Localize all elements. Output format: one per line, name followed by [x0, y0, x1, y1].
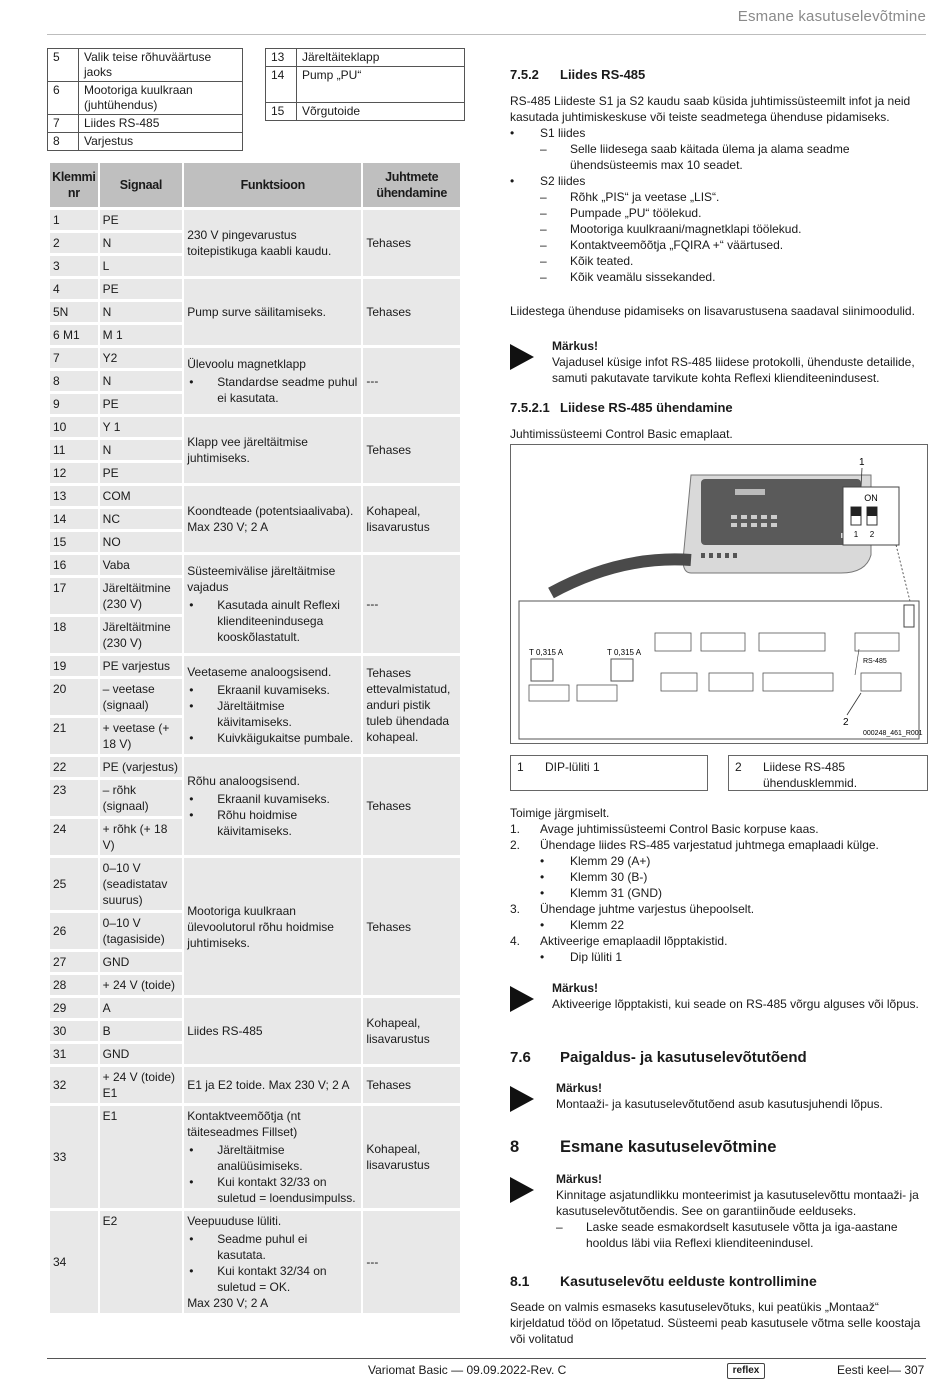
cell-function: 230 V pingevarustus toitepistikuga kaabli kaudu.: [184, 210, 361, 276]
cell-signal: B: [100, 1021, 183, 1041]
step-text: Aktiveerige emaplaadil lõpptakistid.: [540, 934, 728, 948]
table-row: [50, 348, 460, 368]
list-item: • Klemm 31 (GND): [510, 885, 926, 901]
bullet-list: [510, 125, 926, 285]
paragraph: Liidestega ühenduse pidamiseks on lisavarustusena saadaval siinimoodulid.: [510, 304, 915, 318]
display-screen: [735, 489, 765, 495]
cell-signal: + rõhk (+ 18 V): [100, 819, 183, 855]
col-header-function: Funktsioon: [184, 163, 361, 207]
table-row: [50, 279, 460, 299]
function-bullets: [187, 597, 358, 645]
cell-signal: Vaba: [100, 555, 183, 575]
display-panel: [701, 479, 861, 545]
legend-text: Võrgutoide: [297, 103, 465, 121]
legend-text: Mootoriga kuulkraan (juhtühendus): [79, 82, 243, 115]
legend-text: Liides RS-485: [79, 115, 243, 133]
bullet-item: • Rõhu hoidmise käivitamiseks.: [187, 807, 358, 839]
callout-2-label: 2: [843, 717, 849, 728]
paragraph: Seade on valmis esmaseks kasutuselevõtuks, kui peatükis „Montaaž“ kirjeldatud tööd on lõpetatud. Süsteemi peab kasutusele võtma selle koostaja või volitatud: [510, 1300, 921, 1346]
cell-connection: Tehases ettevalmistatud, anduri pistik tuleb ühendada kohapeal.: [363, 656, 460, 754]
list-item: • Klemm 30 (B-): [510, 869, 926, 885]
legend-row: [266, 103, 465, 121]
note-title: Märkus!: [552, 339, 599, 353]
function-text: Kontaktveemõõtja (nt täiteseadmes Fillset): [187, 1109, 301, 1139]
legend-text: Järeltäiteklapp: [297, 49, 465, 67]
col-header-nr: Klemmi nr: [50, 163, 98, 207]
function-text: Veepuuduse lüliti.: [187, 1214, 282, 1228]
cell-connection: ---: [363, 555, 460, 653]
legend-num: 15: [266, 103, 297, 121]
cell-signal: PE: [100, 463, 183, 483]
bullet-item: • Ekraanil kuvamiseks.: [187, 791, 358, 807]
cell-function: [184, 757, 361, 855]
reflex-logo: reflex: [727, 1363, 765, 1379]
list-item: [510, 125, 926, 173]
cell-signal: PE varjestus: [100, 656, 183, 676]
dip-2-label: 2: [869, 530, 875, 539]
cell-nr: 13: [50, 486, 98, 506]
table-header-row: [50, 163, 460, 207]
note-arrow-icon: [510, 1086, 534, 1112]
cell-connection: Tehases: [363, 279, 460, 345]
heading-title: Liidese RS-485 ühendamine: [560, 400, 733, 415]
list-item: • Klemm 29 (A+): [510, 853, 926, 869]
legend-row: [266, 67, 465, 103]
cell-nr: 30: [50, 1021, 98, 1041]
cell-function: Pump surve säilitamiseks.: [184, 279, 361, 345]
legend-num: 14: [266, 67, 297, 103]
step-number: 1.: [510, 822, 521, 836]
cell-signal: + veetase (+ 18 V): [100, 718, 183, 754]
legend-num: 8: [48, 133, 79, 151]
footer-divider: [47, 1358, 926, 1359]
step-number: 3.: [510, 902, 521, 916]
section-heading: [510, 1273, 926, 1289]
section-7-5-2-1: [510, 400, 926, 442]
cell-function: [184, 555, 361, 653]
cell-nr: 34: [50, 1211, 98, 1313]
function-bullets: [187, 682, 358, 746]
legend-table-left: [47, 48, 243, 151]
table-row: [50, 417, 460, 437]
cell-signal: COM: [100, 486, 183, 506]
cell-nr: 20: [50, 679, 98, 715]
heading-number: 7.5.2.1: [510, 400, 550, 415]
cable: [551, 559, 691, 593]
list-item: • Dip lüliti 1: [510, 949, 926, 965]
dip-switch-2-lever: [867, 507, 877, 516]
note-text: Vajadusel küsige infot RS-485 liidese protokolli, ühenduste detailide, samuti pakutavate tarvikute kohta Reflexi klienditeenindusest.: [552, 355, 915, 385]
section-heading: [510, 67, 926, 83]
table-row: [50, 486, 460, 506]
step-item: [510, 837, 926, 901]
heading-number: 8: [510, 1138, 520, 1156]
steps-list: [510, 821, 926, 965]
heading-title: Kasutuselevõtu eelduste kontrollimine: [560, 1273, 817, 1289]
table-row: [50, 757, 460, 777]
cell-nr: 23: [50, 780, 98, 816]
cell-connection: Kohapeal, lisavarustus: [363, 486, 460, 552]
table-row: [50, 555, 460, 575]
control-board-diagram: [511, 445, 927, 743]
bullet-item: • Seadme puhul ei kasutata.: [187, 1231, 358, 1263]
legend-num: 7: [48, 115, 79, 133]
cell-function: [184, 656, 361, 754]
function-text: Süsteemivälise järeltäitmise vajadus: [187, 564, 336, 594]
heading-number: 8.1: [510, 1273, 530, 1289]
list-item: [510, 173, 926, 285]
fuse-1: [531, 659, 553, 681]
cell-nr: 22: [50, 757, 98, 777]
cell-signal: N: [100, 371, 183, 391]
steps-block: [510, 805, 926, 965]
table-row: [50, 1106, 460, 1208]
callout-1-label: 1: [859, 457, 865, 468]
cell-nr: 1: [50, 210, 98, 230]
cell-nr: 31: [50, 1044, 98, 1064]
cell-signal: NC: [100, 509, 183, 529]
function-bullets: [187, 374, 358, 406]
note-title: Märkus!: [552, 981, 599, 995]
cell-connection: Tehases: [363, 1067, 460, 1103]
cell-signal: PE: [100, 279, 183, 299]
legend-row: [48, 49, 243, 82]
legend-text: Varjestus: [79, 133, 243, 151]
function-text: Rõhu analoogsisend.: [187, 774, 300, 788]
section-7-5-2: [510, 67, 926, 319]
cell-nr: 3: [50, 256, 98, 276]
sub-list: [510, 853, 926, 901]
cell-nr: 14: [50, 509, 98, 529]
dip-1-label: 1: [853, 530, 859, 539]
paragraph: RS-485 Liideste S1 ja S2 kaudu saab küsida juhtimissüsteemilt infot ja neid kasutada juhtimiskeskuse või teiste seadmetega ühenduse pidamiseks.: [510, 94, 911, 124]
caption-text: DIP-lüliti 1: [545, 760, 600, 774]
bullet-item: • Kui kontakt 32/33 on suletud = loendusimpulss.: [187, 1174, 358, 1206]
cell-signal: GND: [100, 952, 183, 972]
note-text: Aktiveerige lõpptakisti, kui seade on RS-485 võrgu alguses või lõpus.: [552, 997, 919, 1011]
dip-callout-line: [896, 545, 911, 605]
cell-signal: – rõhk (signaal): [100, 780, 183, 816]
footer-page: — 307: [889, 1363, 925, 1377]
cell-signal: A: [100, 998, 183, 1018]
cell-nr: 28: [50, 975, 98, 995]
section-8-1: [510, 1273, 926, 1347]
cell-nr: 5N: [50, 302, 98, 322]
note-box: [510, 1080, 926, 1112]
step-item: [510, 933, 926, 965]
list-item: • Klemm 22: [510, 917, 926, 933]
heading-title: Paigaldus- ja kasutuselevõtutõend: [560, 1049, 807, 1066]
table-row: [50, 858, 460, 910]
bullet-item: • Standardse seadme puhul ei kasutata.: [187, 374, 358, 406]
list-item: – Kõik teated.: [510, 253, 926, 269]
dash-list: [510, 141, 926, 173]
cell-nr: 29: [50, 998, 98, 1018]
caption-text: Liidese RS-485 ühendusklemmid.: [763, 760, 858, 790]
cell-function: [184, 348, 361, 414]
step-number: 2.: [510, 838, 521, 852]
step-item: [510, 901, 926, 933]
table-row: [50, 1211, 460, 1313]
legend-num: 6: [48, 82, 79, 115]
cell-signal: 0–10 V (tagasiside): [100, 913, 183, 949]
cell-function: [184, 1106, 361, 1208]
table-row: [50, 1067, 460, 1103]
list-item-text: S2 liides: [540, 174, 586, 188]
step-text: Avage juhtimissüsteemi Control Basic korpuse kaas.: [540, 822, 819, 836]
list-item: – Rõhk „PIS“ ja veetase „LIS“.: [510, 189, 926, 205]
cell-signal: PE: [100, 210, 183, 230]
cell-nr: 7: [50, 348, 98, 368]
fuse-2: [611, 659, 633, 681]
heading-number: 7.6: [510, 1049, 531, 1066]
cell-function: [184, 1211, 361, 1313]
header-divider: [47, 34, 926, 35]
list-item: – Mootoriga kuulkraani/magnetklapi töölekud.: [510, 221, 926, 237]
sub-list: [510, 949, 926, 965]
note-title: Märkus!: [556, 1172, 603, 1186]
footer-doc: Variomat Basic — 09.09.2022-Rev. C: [368, 1363, 567, 1377]
legend-text: Valik teise rõhuväärtuse jaoks: [79, 49, 243, 82]
cell-signal: Järeltäitmine (230 V): [100, 617, 183, 653]
cell-function: Mootoriga kuulkraan ülevoolutorul rõhu hoidmise juhtimiseks.: [184, 858, 361, 995]
heading-title: Liides RS-485: [560, 67, 646, 82]
cell-signal: Järeltäitmine (230 V): [100, 578, 183, 614]
heading-number: 7.5.2: [510, 67, 539, 82]
legend-table-right: [265, 48, 465, 121]
cell-nr: 33: [50, 1106, 98, 1208]
function-bullets: [187, 1142, 358, 1206]
cell-signal: + 24 V (toide): [100, 975, 183, 995]
fuse-1-label: T 0,315 A: [529, 648, 564, 657]
cell-nr: 10: [50, 417, 98, 437]
sub-list: [510, 917, 926, 933]
footer-lang: Eesti keel: [837, 1363, 890, 1377]
figure-code: 000248_461_R001: [863, 730, 923, 737]
function-text: Max 230 V; 2 A: [187, 1296, 269, 1310]
cell-connection: Kohapeal, lisavarustus: [363, 1106, 460, 1208]
cell-signal: PE: [100, 394, 183, 414]
fuse-2-label: T 0,315 A: [607, 648, 642, 657]
cell-function: Klapp vee järeltäitmise juhtimiseks.: [184, 417, 361, 483]
note-arrow-icon: [510, 1177, 534, 1203]
list-item: – Kõik veamälu sissekanded.: [510, 269, 926, 285]
note-title: Märkus!: [556, 1081, 603, 1095]
cell-signal: M 1: [100, 325, 183, 345]
cell-signal: N: [100, 233, 183, 253]
legend-row: [48, 82, 243, 115]
cell-signal: Y 1: [100, 417, 183, 437]
step-text: Ühendage juhtme varjestus ühepoolselt.: [540, 902, 755, 916]
cell-connection: Kohapeal, lisavarustus: [363, 998, 460, 1064]
function-text: Ülevoolu magnetklapp: [187, 357, 306, 371]
legend-num: 13: [266, 49, 297, 67]
list-item: – Laske seade esmakordselt kasutusele võtta ja iga-aastane hooldus läbi viia Reflexi klienditeenindusel.: [526, 1219, 926, 1251]
bullet-item: • Järeltäitmise käivitamiseks.: [187, 698, 358, 730]
step-item: [510, 821, 926, 837]
cell-signal: Y2: [100, 348, 183, 368]
section-heading: [510, 400, 926, 416]
cell-signal: E1: [100, 1106, 183, 1208]
cell-connection: Tehases: [363, 417, 460, 483]
caption-num: 1: [517, 760, 524, 774]
step-text: Ühendage liides RS-485 varjestatud juhtmega emaplaadi külge.: [540, 838, 879, 852]
cell-nr: 21: [50, 718, 98, 754]
caption-item-1: [510, 755, 708, 791]
cell-nr: 17: [50, 578, 98, 614]
cell-connection: Tehases: [363, 210, 460, 276]
legend-row: [48, 133, 243, 151]
list-item: – Kontaktveemõõtja „FQIRA +“ väärtused.: [510, 237, 926, 253]
note-arrow-icon: [510, 344, 534, 370]
table-row: [50, 210, 460, 230]
legend-row: [266, 49, 465, 67]
bullet-item: • Järeltäitmise analüüsimiseks.: [187, 1142, 358, 1174]
cell-nr: 9: [50, 394, 98, 414]
list-item-text: S1 liides: [540, 126, 586, 140]
cell-function: E1 ja E2 toide. Max 230 V; 2 A: [184, 1067, 361, 1103]
terminal-table: [48, 160, 462, 1316]
note-box: [510, 338, 926, 386]
cell-signal: 0–10 V (seadistatav suurus): [100, 858, 183, 910]
cell-signal: + 24 V (toide) E1: [100, 1067, 183, 1103]
cell-nr: 6 M1: [50, 325, 98, 345]
cell-nr: 19: [50, 656, 98, 676]
cell-nr: 32: [50, 1067, 98, 1103]
legend-num: 5: [48, 49, 79, 82]
section-heading: [510, 1139, 926, 1155]
cell-signal: E2: [100, 1211, 183, 1313]
cell-signal: GND: [100, 1044, 183, 1064]
cell-function: Liides RS-485: [184, 998, 361, 1064]
dip-switch-1-lever: [851, 507, 861, 516]
table-row: [50, 998, 460, 1018]
bullet-item: • Kui kontakt 32/34 on suletud = OK.: [187, 1263, 358, 1295]
caption-num: 2: [735, 760, 742, 774]
function-bullets: [187, 791, 358, 839]
cell-nr: 26: [50, 913, 98, 949]
cell-signal: L: [100, 256, 183, 276]
section-8: [510, 1139, 926, 1155]
dip-on-label: ON: [864, 493, 878, 503]
note-box: [510, 1171, 926, 1251]
cell-nr: 18: [50, 617, 98, 653]
cell-nr: 12: [50, 463, 98, 483]
dash-list: [526, 1219, 926, 1251]
cell-nr: 4: [50, 279, 98, 299]
caption-item-2: [728, 755, 928, 791]
list-item: – Pumpade „PU“ töölekud.: [510, 205, 926, 221]
cell-signal: N: [100, 302, 183, 322]
cell-connection: ---: [363, 1211, 460, 1313]
dip-on-board: [904, 605, 914, 627]
cell-connection: Tehases: [363, 757, 460, 855]
table-row: [50, 656, 460, 676]
legend-text: Pump „PU“: [297, 67, 465, 103]
heading-title: Esmane kasutuselevõtmine: [560, 1138, 777, 1156]
cell-nr: 25: [50, 858, 98, 910]
cell-signal: PE (varjestus): [100, 757, 183, 777]
list-item: – Selle liidesega saab käitada ülema ja alama seadme ühendsüsteemis max 10 seadet.: [510, 141, 926, 173]
cell-nr: 24: [50, 819, 98, 855]
function-text: Veetaseme analoogsisend.: [187, 665, 332, 679]
cell-connection: ---: [363, 348, 460, 414]
step-number: 4.: [510, 934, 521, 948]
cell-nr: 8: [50, 371, 98, 391]
cell-nr: 27: [50, 952, 98, 972]
paragraph: Juhtimissüsteemi Control Basic emaplaat.: [510, 427, 733, 441]
rs485-label: RS-485: [863, 658, 887, 665]
cell-nr: 15: [50, 532, 98, 552]
col-header-connection: Juhtmete ühendamine: [363, 163, 460, 207]
dash-list: [510, 189, 926, 285]
section-heading: [510, 1050, 926, 1066]
note-text: Montaaži- ja kasutuselevõtutõend asub kasutusjuhendi lõpus.: [556, 1097, 883, 1111]
control-board-figure: [510, 444, 928, 744]
section-7-6: [510, 1050, 926, 1066]
steps-intro: Toimige järgmiselt.: [510, 806, 610, 820]
header-title: Esmane kasutuselevõtmine: [737, 8, 926, 25]
bullet-item: • Kuivkäigukaitse pumbale.: [187, 730, 358, 746]
main-board: [519, 601, 919, 739]
bullet-item: • Kasutada ainult Reflexi klienditeenindusega kooskõlastatult.: [187, 597, 358, 645]
cell-connection: Tehases: [363, 858, 460, 995]
cell-nr: 11: [50, 440, 98, 460]
col-header-signal: Signaal: [100, 163, 183, 207]
note-arrow-icon: [510, 986, 534, 1012]
bullet-item: • Ekraanil kuvamiseks.: [187, 682, 358, 698]
cell-signal: – veetase (signaal): [100, 679, 183, 715]
cell-nr: 16: [50, 555, 98, 575]
note-text: Kinnitage asjatundlikku monteerimist ja kasutuselevõttu montaaži- ja kasutuselevõtutõendis. See on garantiinõude eelduseks.: [556, 1188, 919, 1218]
cell-signal: NO: [100, 532, 183, 552]
cell-function: Koondteade (potentsiaalivaba). Max 230 V; 2 A: [184, 486, 361, 552]
cell-signal: N: [100, 440, 183, 460]
function-bullets: [187, 1231, 358, 1295]
cell-nr: 2: [50, 233, 98, 253]
legend-row: [48, 115, 243, 133]
note-box: [510, 980, 926, 1012]
